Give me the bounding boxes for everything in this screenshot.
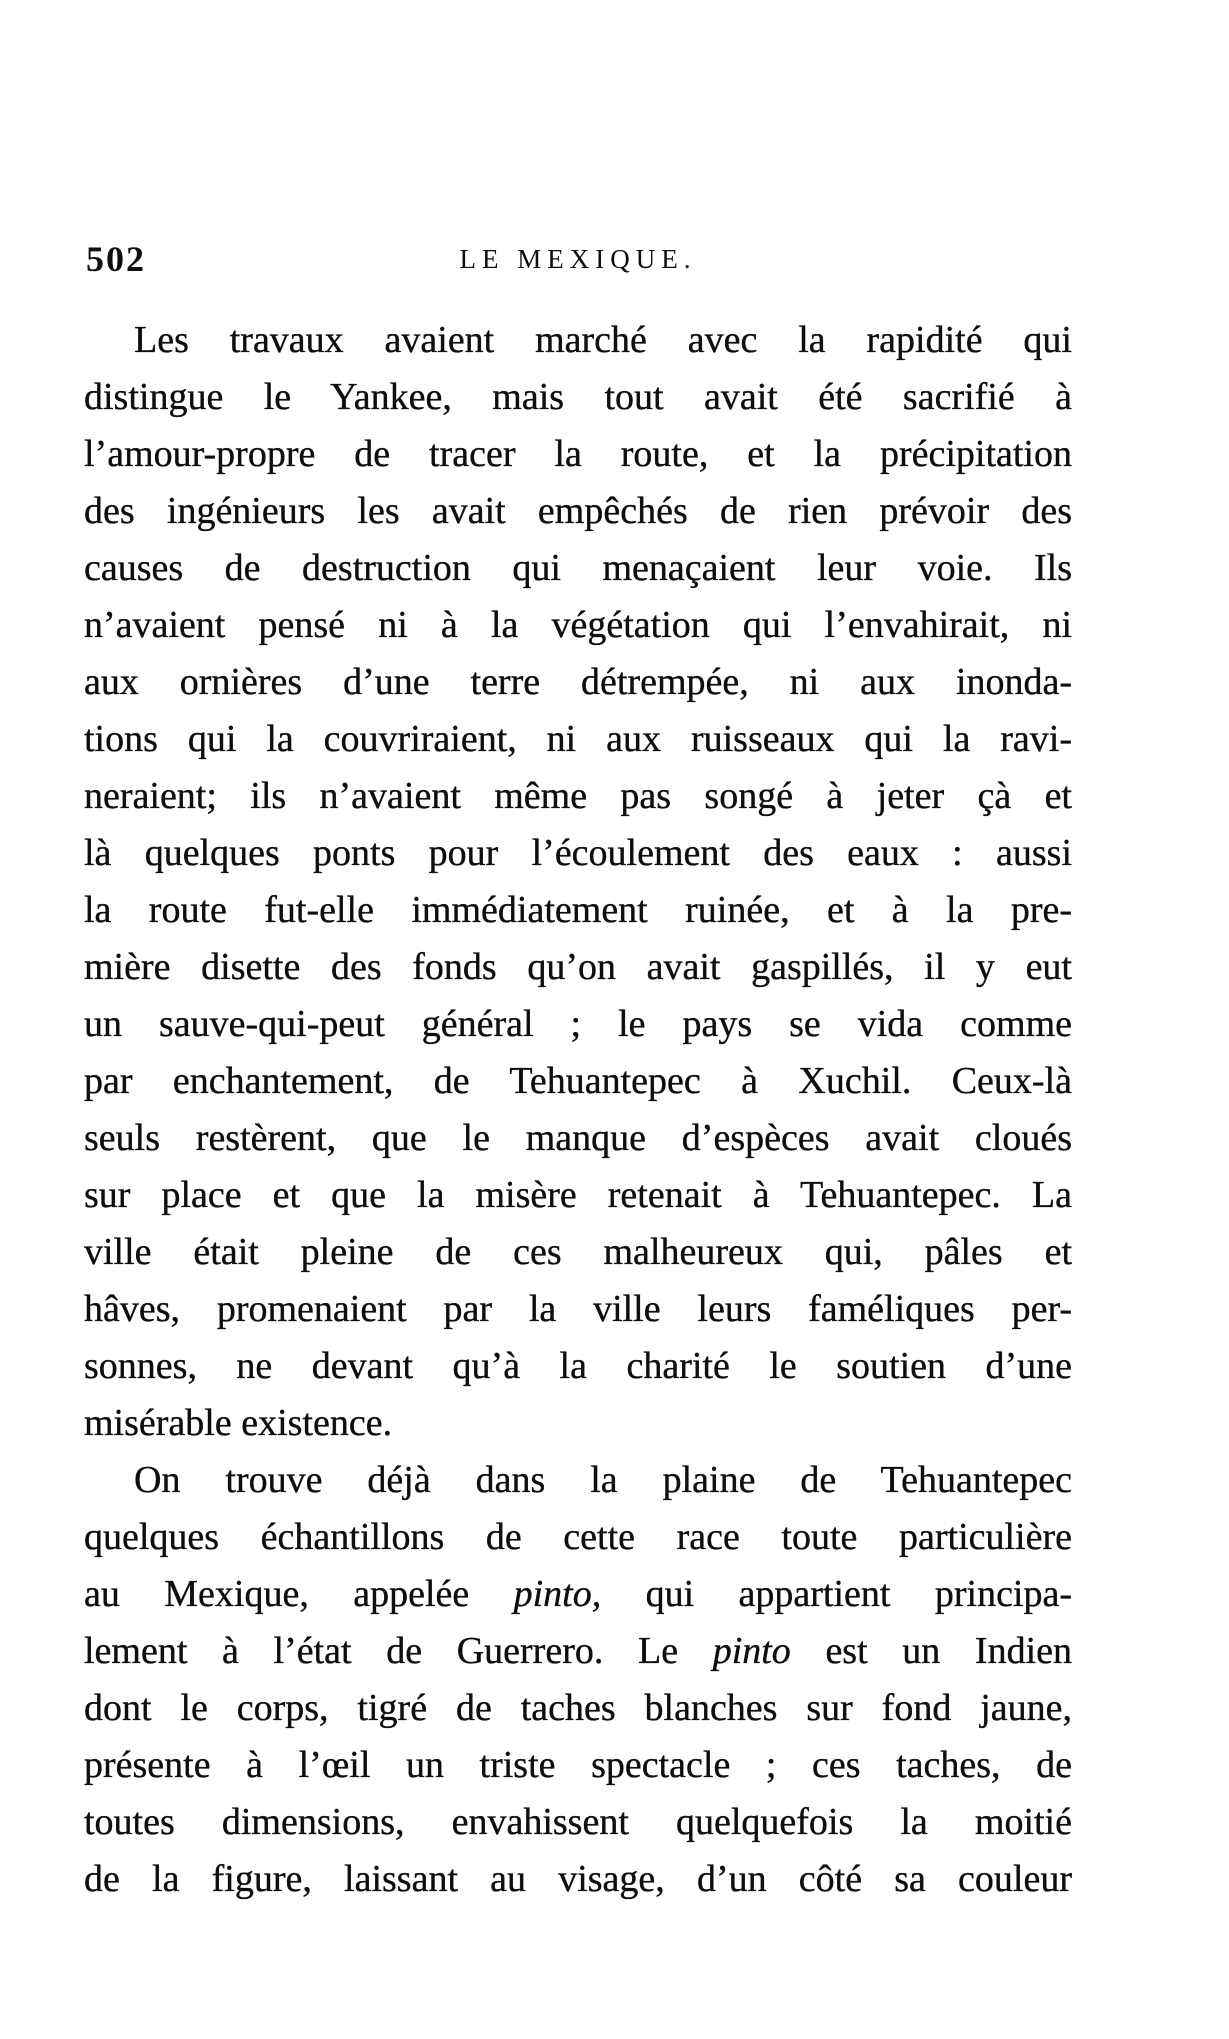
text-line [84, 825, 1072, 882]
text-segment: Les travaux avaient marché avec la rapidité qui [134, 319, 1072, 361]
text-segment: quelques échantillons de cette race toute particulière [84, 1516, 1072, 1558]
page-number: 502 [86, 239, 146, 279]
italic-text-segment: pinto, [513, 1573, 602, 1615]
text-segment: par enchantement, de Tehuantepec à Xuchil. Ceux-là [84, 1060, 1072, 1102]
page-header [84, 238, 1072, 312]
text-segment: ville était pleine de ces malheureux qui, pâles et [84, 1231, 1072, 1273]
text-segment: aux ornières d’une terre détrempée, ni aux inonda- [84, 661, 1072, 703]
text-segment: un sauve-qui-peut général ; le pays se vida comme [84, 1003, 1072, 1045]
text-line [84, 939, 1072, 996]
text-segment: sur place et que la misère retenait à Tehuantepec. La [84, 1174, 1072, 1216]
italic-text-segment: pinto [712, 1630, 791, 1672]
text-segment: au Mexique, appelée [84, 1573, 514, 1615]
text-line [84, 1566, 1072, 1623]
text-line [84, 483, 1072, 540]
text-segment: neraient; ils n’avaient même pas songé à jeter çà et [84, 775, 1072, 817]
text-line [84, 1680, 1072, 1737]
text-line [84, 882, 1072, 939]
text-line [84, 1395, 1072, 1452]
page-content [84, 238, 1072, 1908]
text-segment: la route fut-elle immédiatement ruinée, et à la pre- [84, 889, 1072, 931]
text-segment: de la figure, laissant au visage, d’un côté sa couleur [84, 1858, 1072, 1900]
text-line [84, 1794, 1072, 1851]
body-text [84, 312, 1072, 1908]
text-line [84, 1167, 1072, 1224]
text-line [84, 1452, 1072, 1509]
text-segment: là quelques ponts pour l’écoulement des eaux : aussi [84, 832, 1072, 874]
text-segment: toutes dimensions, envahissent quelquefois la moitié [84, 1801, 1072, 1843]
text-segment: qui appartient principa- [601, 1573, 1072, 1615]
text-line [84, 711, 1072, 768]
text-segment: seuls restèrent, que le manque d’espèces avait cloués [84, 1117, 1072, 1159]
text-segment: dont le corps, tigré de taches blanches sur fond jaune, [84, 1687, 1072, 1729]
text-line [84, 369, 1072, 426]
text-segment: mière disette des fonds qu’on avait gaspillés, il y eut [84, 946, 1072, 988]
text-line [84, 1737, 1072, 1794]
text-segment: présente à l’œil un triste spectacle ; ces taches, de [84, 1744, 1072, 1786]
text-line [84, 1053, 1072, 1110]
text-segment: lement à l’état de Guerrero. Le [84, 1630, 713, 1672]
text-line [84, 1623, 1072, 1680]
text-segment: tions qui la couvriraient, ni aux ruisseaux qui la ravi- [84, 718, 1072, 760]
text-line [84, 540, 1072, 597]
text-line [84, 654, 1072, 711]
text-line [84, 312, 1072, 369]
text-segment: n’avaient pensé ni à la végétation qui l’envahirait, ni [84, 604, 1072, 646]
text-line [84, 768, 1072, 825]
text-segment: causes de destruction qui menaçaient leur voie. Ils [84, 547, 1072, 589]
text-line [84, 1281, 1072, 1338]
text-line [84, 597, 1072, 654]
text-segment: sonnes, ne devant qu’à la charité le soutien d’une [84, 1345, 1072, 1387]
text-segment: distingue le Yankee, mais tout avait été sacrifié à [84, 376, 1072, 418]
text-line [84, 426, 1072, 483]
text-line [84, 1338, 1072, 1395]
text-segment: misérable existence. [84, 1402, 393, 1444]
text-line [84, 1851, 1072, 1908]
text-segment: hâves, promenaient par la ville leurs faméliques per- [84, 1288, 1072, 1330]
text-line [84, 1509, 1072, 1566]
text-line [84, 996, 1072, 1053]
text-segment: l’amour-propre de tracer la route, et la précipitation [84, 433, 1072, 475]
text-segment: est un Indien [790, 1630, 1072, 1672]
text-line [84, 1224, 1072, 1281]
text-segment: On trouve déjà dans la plaine de Tehuantepec [134, 1459, 1072, 1501]
text-segment: des ingénieurs les avait empêchés de rien prévoir des [84, 490, 1072, 532]
running-title: LE MEXIQUE. [459, 244, 697, 274]
text-line [84, 1110, 1072, 1167]
